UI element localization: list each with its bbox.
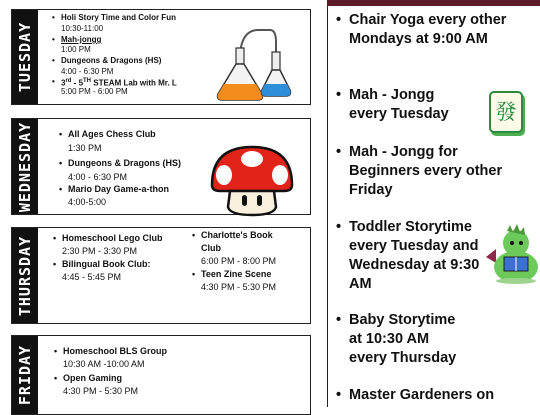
- event-name: • 3rd - 5TH STEAM Lab with Mr. L: [61, 78, 177, 88]
- event-time: 4:30 PM - 5:30 PM: [201, 282, 277, 292]
- recurring-item: • Chair Yoga every other Mondays at 9:00 AM: [349, 11, 509, 49]
- mahjong-glyph: 發: [495, 100, 517, 124]
- event-name: • Charlotte's Book: [201, 231, 273, 240]
- friday-label: FRIDAY: [16, 344, 34, 406]
- event-time: 10:30-11:00: [61, 24, 104, 33]
- wednesday-tab: [12, 119, 38, 214]
- event-time: 5:00 PM - 6:00 PM: [61, 87, 128, 96]
- accent-bar: [327, 0, 540, 6]
- wednesday-label: WEDNESDAY: [16, 121, 34, 212]
- thursday-box: [11, 227, 311, 324]
- event-name: • Mario Day Game-a-thon: [68, 185, 169, 194]
- event-name: • Mah-jongg: [61, 36, 101, 44]
- mahjong-tile-icon: [489, 91, 523, 133]
- event-name: • Open Gaming: [63, 374, 122, 383]
- tuesday-label: TUESDAY: [16, 21, 34, 93]
- recurring-item: • Master Gardeners on: [349, 386, 524, 405]
- event-name: • All Ages Chess Club: [68, 130, 156, 139]
- event-name-cont: Club: [201, 243, 221, 253]
- friday-box: [11, 335, 311, 415]
- event-name: • Homeschool Lego Club: [62, 234, 163, 243]
- event-name: • Dungeons & Dragons (HS): [61, 57, 161, 65]
- tuesday-tab: [12, 10, 38, 104]
- event-name: • Homeschool BLS Group: [63, 347, 167, 356]
- event-name: • Bilingual Book Club:: [62, 260, 151, 269]
- event-name: • Teen Zine Scene: [201, 270, 271, 279]
- event-time: 10:30 AM -10:00 AM: [63, 359, 145, 369]
- event-name: • Dungeons & Dragons (HS): [68, 159, 181, 168]
- event-time: 4:30 PM - 5:30 PM: [63, 386, 139, 396]
- recurring-item: • Mah - Jongg for Beginners every other Friday: [349, 143, 509, 200]
- recurring-item: • Baby Storytime at 10:30 AM every Thursday: [349, 311, 469, 368]
- thursday-label: THURSDAY: [16, 235, 34, 316]
- tuesday-box: [11, 9, 311, 105]
- friday-tab: [12, 336, 38, 414]
- event-name: • Holi Story Time and Color Fun: [61, 14, 176, 22]
- event-time: 4:45 - 5:45 PM: [62, 272, 122, 282]
- wednesday-box: [11, 118, 311, 215]
- event-time: 1:00 PM: [61, 45, 91, 54]
- mushroom-icon: [208, 141, 296, 217]
- flasks-icon: [208, 24, 298, 104]
- event-time: 4:00 - 6:30 PM: [68, 172, 128, 182]
- event-time: 4:00 - 6:30 PM: [61, 67, 114, 76]
- dragon-reading-icon: [482, 223, 540, 285]
- thursday-tab: [12, 228, 38, 323]
- event-time: 6:00 PM - 8:00 PM: [201, 256, 277, 266]
- event-time: 4:00-5:00: [68, 197, 107, 207]
- recurring-item: • Toddler Storytime every Tuesday and Wednesday at 9:30 AM: [349, 218, 489, 294]
- event-time: 1:30 PM: [68, 143, 102, 153]
- event-time: 2:30 PM - 3:30 PM: [62, 246, 138, 256]
- recurring-item: • Mah - Jongg every Tuesday: [349, 86, 464, 124]
